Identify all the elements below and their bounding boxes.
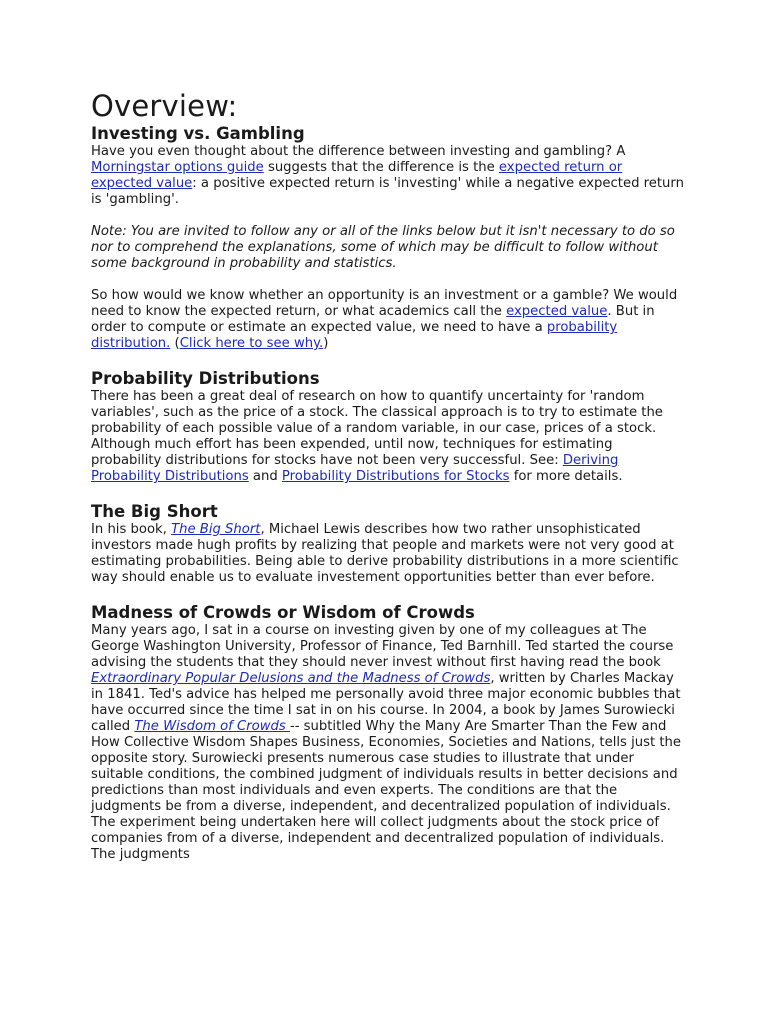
link-probability-distribution[interactable]: probability distribution. bbox=[91, 320, 618, 351]
paragraph-note: Note: You are invited to follow any or all of the links below but it isn't necessary to do so nor to comprehend the explanations, some of which may be difficult to follow without some background in probability and statistics. bbox=[91, 224, 675, 271]
paragraph-investing-intro: Have you even thought about the difference between investing and gambling? A Morningstar options guide suggests that the difference is the expected return or expected value: a positive expected return is 'investing' while a negative expected return is 'gambling'. bbox=[91, 144, 684, 207]
link-extraordinary-popular-delusions[interactable]: Extraordinary Popular Delusions and the Madness of Crowds bbox=[91, 671, 491, 686]
link-deriving-probability-distributions[interactable]: Deriving Probability Distributions bbox=[91, 453, 619, 484]
link-click-here-why[interactable]: Click here to see why. bbox=[179, 336, 324, 351]
paragraph-big-short: In his book, The Big Short, Michael Lewis describes how two rather unsophisticated investors made hugh profits by realizing that people and markets were not very good at estimating probabilities. Being able to derive probability distributions in a more scientific way should enable us to evaluate investement opportunities better than ever before. bbox=[91, 522, 679, 585]
heading-probability-distributions: Probability Distributions bbox=[91, 369, 320, 388]
heading-the-big-short: The Big Short bbox=[91, 502, 218, 521]
link-the-wisdom-of-crowds[interactable]: The Wisdom of Crowds bbox=[134, 719, 290, 734]
paragraph-investment-or-gamble: So how would we know whether an opportunity is an investment or a gamble? We would need to know the expected return, or what academics call the expected value. But in order to compute or estimate an expected value, we need to have a probability distribution. (Click here to see why.) bbox=[91, 288, 678, 351]
link-expected-value[interactable]: expected value bbox=[506, 304, 608, 319]
link-expected-return[interactable]: expected return or expected value bbox=[91, 160, 623, 191]
page-title: Overview: bbox=[91, 89, 238, 123]
link-the-big-short[interactable]: The Big Short bbox=[171, 522, 261, 537]
link-morningstar-options-guide[interactable]: Morningstar options guide bbox=[91, 160, 264, 175]
paragraph-crowds: Many years ago, I sat in a course on investing given by one of my colleagues at The George Washington University, Professor of Finance, Ted Barnhill. Ted started the course advising the students that they should never invest without first having read the book Extraordinary Popular Delusions and the Madness of Crowds, written by Charles Mackay in 1841. Ted's advice has helped me personally avoid three major economic bubbles that have occurred since the time I sat in on his course. In 2004, a book by James Surowiecki called The Wisdom of Crowds -- subtitled Why the Many Are Smarter Than the Few and How Collective Wisdom Shapes Business, Economies, Societies and Nations, tells just the opposite story. Surowiecki presents numerous case studies to illustrate that under suitable conditions, the combined judgment of individuals results in better decisions and predictions than most individuals and even experts. The conditions are that the judgments be from a diverse, independent, and decentralized population of individuals. The experiment being undertaken here will collect judgments about the stock price of companies from of a diverse, independent and decentralized population of individuals. The judgments bbox=[91, 623, 681, 862]
heading-investing-vs-gambling: Investing vs. Gambling bbox=[91, 124, 305, 143]
heading-madness-or-wisdom-of-crowds: Madness of Crowds or Wisdom of Crowds bbox=[91, 603, 475, 622]
document-page bbox=[91, 88, 687, 863]
paragraph-probability-distributions: There has been a great deal of research on how to quantify uncertainty for 'random variables', such as the price of a stock. The classical approach is to try to estimate the probability of each possible value of a random variable, in our case, prices of a stock. Although much effort has been expended, until now, techniques for estimating probability distributions for stocks have not been very successful. See: Deriving Probability Distributions and Probability Distributions for Stocks for more details. bbox=[91, 389, 663, 484]
link-probability-distributions-for-stocks[interactable]: Probability Distributions for Stocks bbox=[281, 469, 510, 484]
